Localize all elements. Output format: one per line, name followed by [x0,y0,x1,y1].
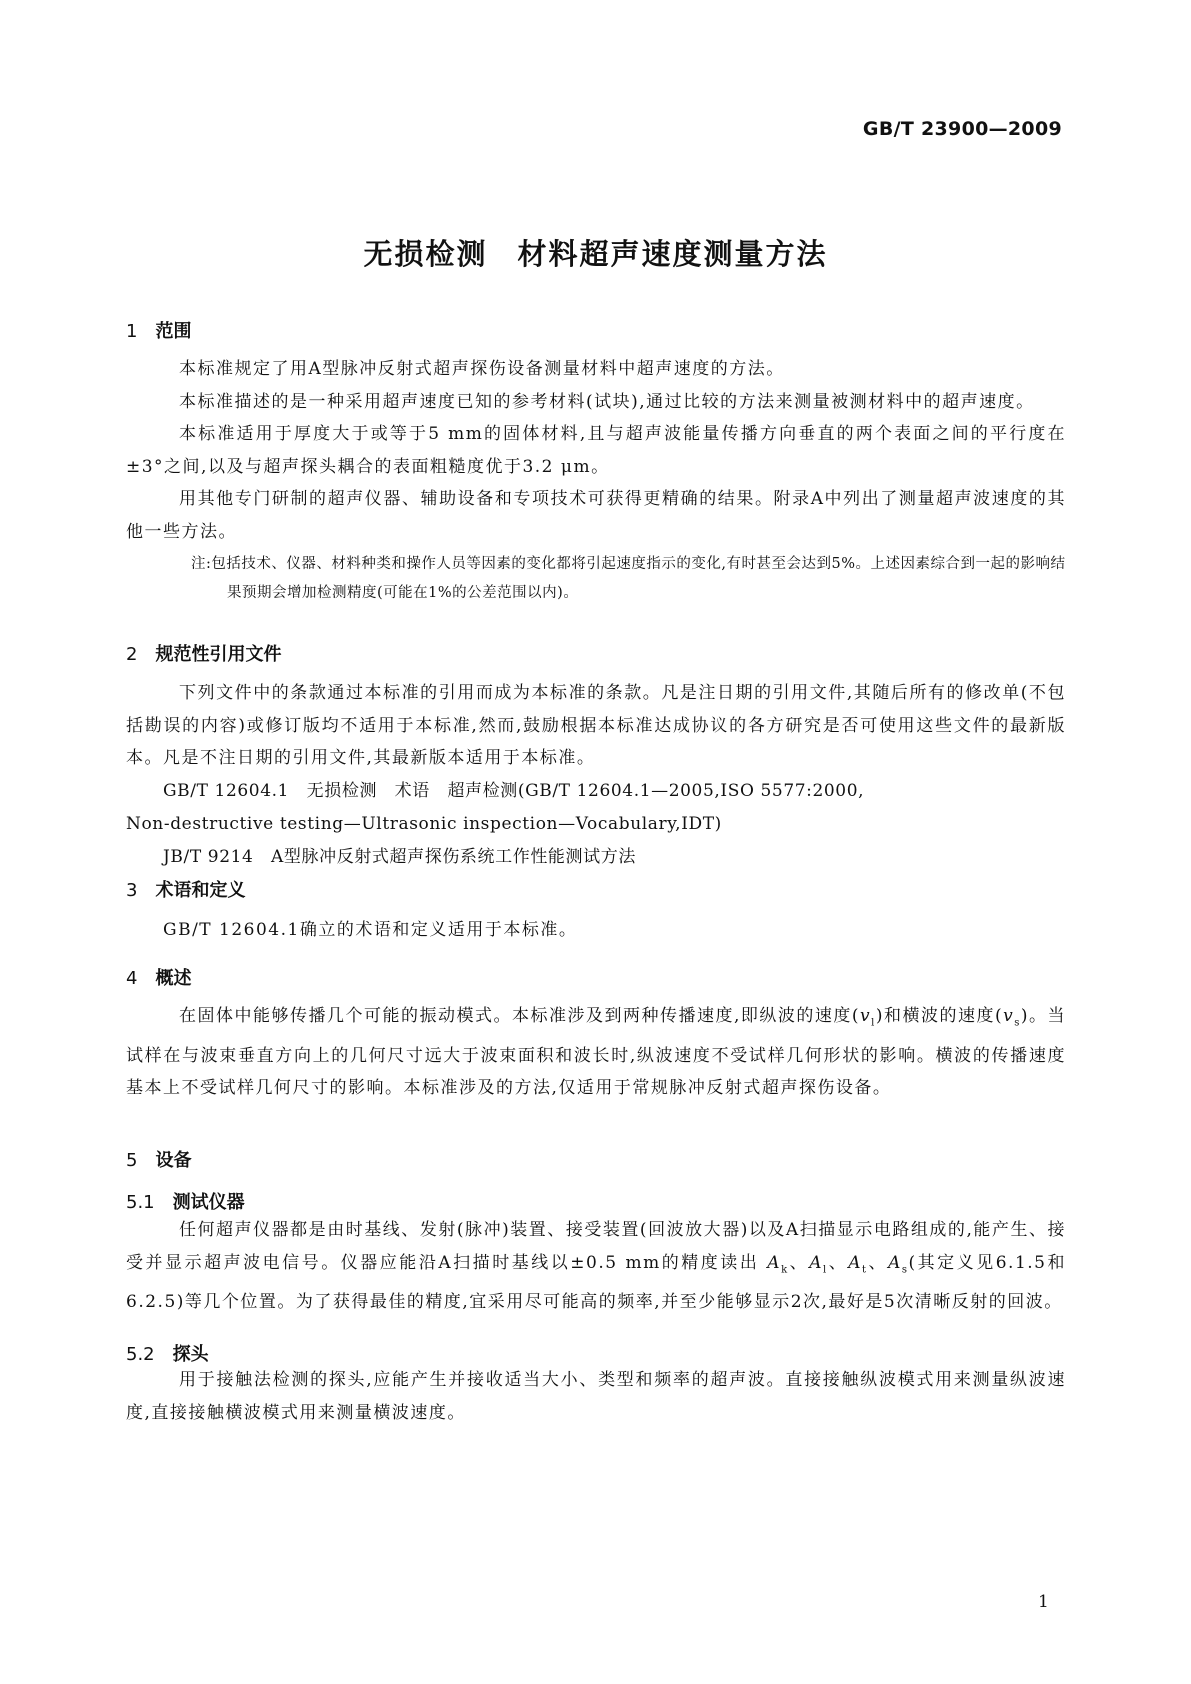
section-1-body [126,353,1066,608]
paragraph: 下列文件中的条款通过本标准的引用而成为本标准的条款。凡是注日期的引用文件,其随后所有的修改单(不包括勘误的内容)或修订版均不适用于本标准,然而,鼓励根据本标准达成协议的各方研究是否可使用这些文件的最新版本。凡是不注日期的引用文件,其最新版本适用于本标准。 [126,683,1066,768]
paragraph: 用于接触法检测的探头,应能产生并接收适当大小、类型和频率的超声波。直接接触纵波模式用来测量纵波速度,直接接触横波模式用来测量横波速度。 [126,1370,1066,1423]
text-run: )和横波的速度( [875,1006,1004,1026]
section-title: 测试仪器 [172,1192,245,1213]
section-3-heading [126,876,1066,902]
section-title: 范围 [155,321,192,342]
subscript: t [862,1263,868,1275]
text-run: 任何超声仪器都是由时基线、发射(脉冲)装置、接受装置(回波放大器)以及A扫描显示电路组成的,能产生、接受并显示超声波电信号。仪器应能沿A扫描时基线以±0.5 mm的精度读出 [126,1220,1066,1273]
subscript: l [822,1263,828,1275]
section-number: 5.1 [126,1192,155,1213]
paragraph: 用其他专门研制的超声仪器、辅助设备和专项技术可获得更精确的结果。附录A中列出了测量超声波速度的其他一些方法。 [126,489,1066,542]
section-5-2-heading [126,1340,1066,1366]
subscript: k [781,1263,789,1275]
title-part-1: 无损检测 [363,237,488,271]
section-number: 2 [126,644,138,665]
standard-code: GB/T 23900—2009 [862,118,1062,140]
section-4-heading [126,964,1066,990]
paragraph: 本标准适用于厚度大于或等于5 mm的固体材料,且与超声波能量传播方向垂直的两个表面之间的平行度在±3°之间,以及与超声探头耦合的表面粗糙度优于3.2 μm。 [126,424,1066,477]
text-run: (其定义见6.1.5和6.2.5)等几个位置。为了获得最佳的精度,宜采用尽可能高的频率,并至少能够显示2次,最好是5次清晰反射的回波。 [126,1252,1067,1313]
section-title: 设备 [155,1150,192,1171]
section-title: 术语和定义 [155,880,246,901]
section-number: 1 [126,321,138,342]
text-run: )。当试样在与波束垂直方向上的几何尺寸远大于波束面积和波长时,纵波速度不受试样几何形状的影响。横波的传播速度基本上不受试样几何尺寸的影响。本标准涉及的方法,仅适用于常规脉冲反射式超声探伤设备。 [126,1006,1067,1099]
section-2-body [126,677,1066,874]
reference-gbt12604-cont: Non-destructive testing—Ultrasonic inspection—Vocabulary,IDT) [126,813,722,834]
paragraph: 本标准规定了用A型脉冲反射式超声探伤设备测量材料中超声速度的方法。 [179,359,785,379]
reference-gbt12604: GB/T 12604.1 无损检测 术语 超声检测(GB/T 12604.1—2005,ISO 5577:2000, [163,780,865,801]
section-title: 概述 [155,968,192,989]
section-2-heading [126,640,1066,666]
section-number: 3 [126,880,138,901]
text-run: 在固体中能够传播几个可能的振动模式。本标准涉及到两种传播速度,即纵波的速度( [179,1006,861,1026]
symbol-v: v [1003,1006,1015,1026]
paragraph: 本标准描述的是一种采用超声速度已知的参考材料(试块),通过比较的方法来测量被测材料中的超声速度。 [179,391,1035,412]
paragraph: GB/T 12604.1确立的术语和定义适用于本标准。 [163,920,578,940]
section-title: 规范性引用文件 [155,644,282,665]
document-title [0,232,1191,273]
section-5-heading [126,1146,1066,1172]
paragraph [126,1000,1066,1105]
section-title: 探头 [172,1344,209,1365]
section-number: 4 [126,968,138,989]
section-5-1-heading [126,1188,1066,1214]
paragraph: 任何超声仪器都是由时基线、发射(脉冲)装置、接受装置(回波放大器)以及A扫描显示电路组成的,能产生、接受并显示超声波电信号。仪器应能沿A扫描时基线以±0.5 mm的精度读出 $A_k$、$A_l$、$A_t$、$A_s$(其定义见6.1.5和6.2.5)等几个位置。为了获得最佳的精度,宜采用尽可能高的频率,并至少能够显示2次,最好是5次清晰反射的回波。 [126,1220,1067,1313]
note: 注:包括技术、仪器、材料种类和操作人员等因素的变化都将引起速度指示的变化,有时甚至会达到5%。上述因素综合到一起的影响结果预期会增加检测精度(可能在1%的公差范围以内)。 [191,556,1066,601]
page-number: 1 [1038,1592,1049,1612]
section-4-body [126,1000,1066,1105]
symbol-v: v [860,1006,872,1026]
section-5-1-body [126,1214,1066,1319]
title-part-2: 材料超声速度测量方法 [517,237,828,271]
subscript: l [871,1017,876,1029]
section-1-heading [126,317,1066,343]
section-5-2-body [126,1364,1066,1429]
section-number: 5.2 [126,1344,155,1365]
reference-jbt9214: JB/T 9214 A型脉冲反射式超声探伤系统工作性能测试方法 [163,846,636,867]
subscript: s [901,1263,909,1275]
section-number: 5 [126,1150,138,1171]
subscript: s [1014,1017,1021,1029]
section-3-body [126,914,1066,947]
